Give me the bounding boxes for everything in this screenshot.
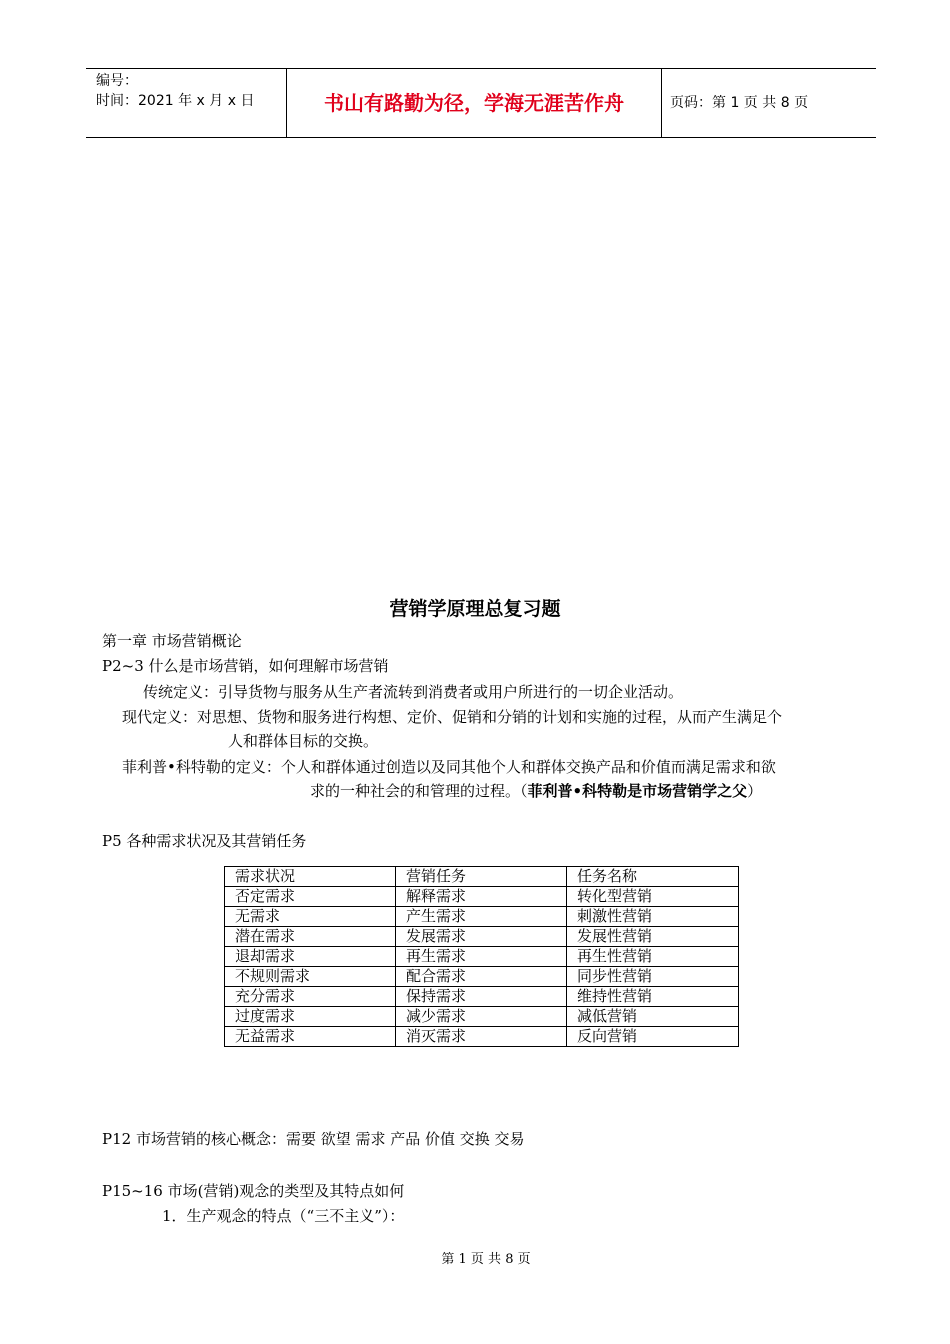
page-footer: 第 1 页 共 8 页 (441, 1252, 531, 1267)
kotler-definition-line1: 菲利普•科特勒的定义：个人和群体通过创造以及同其他个人和群体交换产品和价值而满足需求和欲 (122, 758, 776, 776)
table-row (225, 967, 739, 987)
table-row (225, 1007, 739, 1027)
kotler-definition-text: 求的一种社会的和管理的过程。（ (310, 782, 528, 800)
table-cell: 过度需求 (225, 1007, 396, 1027)
table-cell: 减低营销 (567, 1007, 739, 1027)
table-row (225, 987, 739, 1007)
question-marketing-definition: P2~3 什么是市场营销，如何理解市场营销 (102, 657, 389, 675)
question-core-concepts: P12 市场营销的核心概念：需要 欲望 需求 产品 价值 交换 交易 (102, 1130, 525, 1148)
modern-definition-line2: 人和群体目标的交换。 (228, 732, 379, 750)
table-row (225, 947, 739, 967)
table-cell: 再生性营销 (567, 947, 739, 967)
table-header-cell: 任务名称 (567, 867, 739, 887)
header-page-info: 页码：第 1 页 共 8 页 (670, 95, 809, 111)
table-header-row (225, 867, 739, 887)
table-cell: 再生需求 (396, 947, 567, 967)
table-cell: 减少需求 (396, 1007, 567, 1027)
table-cell: 潜在需求 (225, 927, 396, 947)
table-cell: 维持性营销 (567, 987, 739, 1007)
table-cell: 配合需求 (396, 967, 567, 987)
header-page-cell (662, 69, 876, 137)
table-header-cell: 营销任务 (396, 867, 567, 887)
table-row (225, 907, 739, 927)
table-row (225, 927, 739, 947)
table-cell: 否定需求 (225, 887, 396, 907)
table-cell: 保持需求 (396, 987, 567, 1007)
production-concept-item: 1．生产观念的特点（“三不主义”）： (162, 1207, 405, 1225)
table-cell: 同步性营销 (567, 967, 739, 987)
kotler-definition-line2 (310, 780, 762, 802)
table-cell: 转化型营销 (567, 887, 739, 907)
number-label: 编号： (96, 73, 138, 89)
modern-definition-line1: 现代定义：对思想、货物和服务进行构想、定价、促销和分销的计划和实施的过程，从而产生满足个 (122, 708, 783, 726)
page-header (86, 68, 876, 138)
table-cell: 退却需求 (225, 947, 396, 967)
table-cell: 消灭需求 (396, 1027, 567, 1047)
demand-table-body (225, 867, 739, 1047)
header-meta (86, 69, 286, 137)
demand-table (224, 866, 739, 1047)
chapter-heading: 第一章 市场营销概论 (102, 632, 242, 650)
table-cell: 无益需求 (225, 1027, 396, 1047)
table-cell: 反向营销 (567, 1027, 739, 1047)
table-cell: 无需求 (225, 907, 396, 927)
table-row (225, 1027, 739, 1047)
header-motto: 书山有路勤为径，学海无涯苦作舟 (324, 91, 624, 115)
table-cell: 充分需求 (225, 987, 396, 1007)
header-motto-cell (286, 69, 662, 137)
document-title: 营销学原理总复习题 (389, 598, 561, 620)
question-demand-states: P5 各种需求状况及其营销任务 (102, 832, 307, 850)
table-cell: 不规则需求 (225, 967, 396, 987)
traditional-definition: 传统定义：引导货物与服务从生产者流转到消费者或用户所进行的一切企业活动。 (143, 683, 684, 701)
question-marketing-concepts: P15~16 市场(营销)观念的类型及其特点如何 (102, 1182, 405, 1200)
table-cell: 产生需求 (396, 907, 567, 927)
time-label: 时间：2021 年 x 月 x 日 (96, 93, 255, 109)
kotler-note-bold: 菲利普•科特勒是市场营销学之父 (527, 782, 748, 800)
table-cell: 发展需求 (396, 927, 567, 947)
table-row (225, 887, 739, 907)
kotler-note-close: ） (747, 782, 763, 800)
table-cell: 解释需求 (396, 887, 567, 907)
table-header-cell: 需求状况 (225, 867, 396, 887)
table-cell: 刺激性营销 (567, 907, 739, 927)
table-cell: 发展性营销 (567, 927, 739, 947)
